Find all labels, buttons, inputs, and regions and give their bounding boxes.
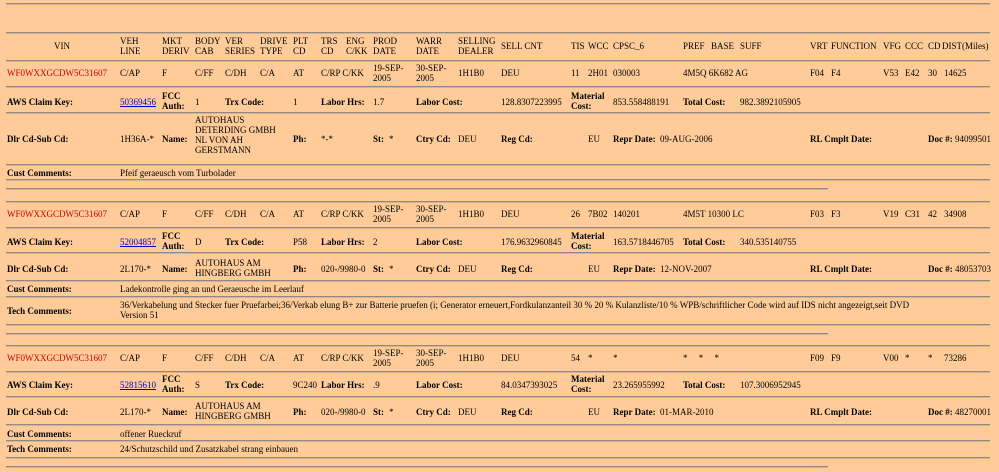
header-selling-dealer: SELLING DEALER [458, 36, 496, 56]
labor-cost-value: 176.9632960845 [501, 237, 562, 247]
claim-key-link[interactable]: 52815610 [120, 380, 156, 390]
cust-comments-value: Ladekontrolle ging an und Geraeusche im Leerlauf [120, 284, 304, 294]
plt-cd-value: AT [293, 209, 304, 219]
header-cd: CD [928, 41, 941, 51]
rl-cmplt-date-label: RL Cmplt Date: [810, 264, 872, 274]
ccc-value: E42 [905, 68, 920, 78]
dlr-cd-label: Dlr Cd-Sub Cd: [7, 407, 69, 417]
dist-value: 34908 [944, 209, 967, 219]
ctry-cd-label: Ctry Cd: [416, 264, 451, 274]
labor-hrs-value: 1.7 [373, 97, 385, 107]
trx-code-value: 1 [293, 97, 298, 107]
ctry-cd-label: Ctry Cd: [416, 407, 451, 417]
dlr-cd-label: Dlr Cd-Sub Cd: [7, 134, 69, 144]
dealer-value: 1H1B0 [458, 353, 485, 363]
total-cost-value: 982.3892105905 [740, 97, 801, 107]
labor-hrs-label: Labor Hrs: [321, 237, 365, 247]
row-divider [6, 179, 990, 181]
total-cost-value: 107.3006952945 [740, 380, 801, 390]
labor-cost-label: Labor Cost: [416, 237, 463, 247]
cust-comments-value: offener Rueckruf [120, 429, 182, 439]
labor-hrs-label: Labor Hrs: [321, 97, 365, 107]
ph-value: *-* [321, 134, 333, 144]
vfg-value: V00 [883, 353, 899, 363]
aws-claim-key-label: AWS Claim Key: [7, 237, 73, 247]
doc-label: Doc #: [928, 264, 953, 274]
total-cost-label: Total Cost: [683, 237, 726, 247]
doc-label: Doc #: [928, 134, 953, 144]
tech-comments-value: 36/Verkabelung und Stecker fuer Pruefarbei;36/Verkab elung B+ zur Batterie pruefen (i; Generator erneuert,Fordkulanzanteil 30 % 20 % Kulanzliste/10 % WPB/schriftlicher Code wird auf IDS nicht angezeigt,seit DVD Version 51 [120, 300, 910, 320]
reg-cd-label: Reg Cd: [501, 264, 533, 274]
st-value: * [389, 407, 394, 417]
wcc-value: 7B02 [588, 209, 608, 219]
fcc-auth-label: FCC Auth: [162, 231, 185, 251]
header-suff: SUFF [740, 41, 762, 51]
ver-series-value: C/DH [225, 353, 247, 363]
vrt-value: F03 [810, 209, 825, 219]
material-cost-label: Material Cost: [571, 374, 605, 394]
header-prod-date: PROD DATE [373, 36, 398, 56]
ph-label: Ph: [293, 134, 307, 144]
cd-value: 42 [928, 209, 937, 219]
row-divider [6, 296, 990, 298]
tech-comments-label: Tech Comments: [7, 306, 72, 316]
pref-base-suff-value: 4M5Q 6K682 AG [683, 68, 749, 78]
ctry-cd-value: DEU [458, 264, 477, 274]
row-divider [6, 457, 990, 459]
ph-value: 020-/9980-0 [321, 407, 366, 417]
dist-value: 73286 [944, 353, 967, 363]
pref-base-suff-value: 4M5T 10300 LC [683, 209, 744, 219]
veh-line-value: C/AP [120, 353, 141, 363]
row-divider [6, 424, 990, 426]
cpsc6-value: * [613, 353, 618, 363]
dlr-cd-label: Dlr Cd-Sub Cd: [7, 264, 69, 274]
dlr-cd-value: 2L170-* [120, 264, 151, 274]
top-divider [6, 3, 990, 5]
doc-label: Doc #: [928, 407, 953, 417]
row-divider [6, 112, 990, 114]
header-ver-series: VER SERIES [225, 36, 256, 56]
labor-cost-value: 128.8307223995 [501, 97, 562, 107]
fcc-auth-label: FCC Auth: [162, 374, 185, 394]
cust-comments-value: Pfeif geraeusch vom Turbolader [120, 168, 236, 178]
header-dist: DIST(Miles) [942, 41, 989, 51]
material-cost-value: 23.265955992 [613, 380, 665, 390]
dealer-name-value: AUTOHAUS DETERDING GMBH NL VON AH GERSTMANN [195, 115, 276, 155]
mkt-deriv-value: F [162, 68, 168, 78]
fcc-auth-value: S [195, 380, 201, 390]
total-cost-value: 340.535140755 [740, 237, 797, 247]
reg-cd-label: Reg Cd: [501, 134, 533, 144]
row-divider [6, 371, 990, 373]
warr-date-value: 30-SEP-2005 [416, 204, 447, 224]
claim-key-link[interactable]: 52004857 [120, 237, 156, 247]
cust-comments-label: Cust Comments: [7, 168, 72, 178]
fcc-auth-value: 1 [195, 97, 200, 107]
reg-cd-value: EU [588, 134, 600, 144]
row-divider [6, 252, 990, 254]
aws-claim-key-label: AWS Claim Key: [7, 97, 73, 107]
trx-code-label: Trx Code: [225, 380, 265, 390]
header-mkt-deriv: MKT DERIV [162, 36, 190, 56]
veh-line-value: C/AP [120, 68, 141, 78]
material-cost-label: Material Cost: [571, 231, 605, 251]
dealer-name-value: AUTOHAUS AM HINGBERG GMBH [195, 401, 271, 421]
st-value: * [389, 134, 394, 144]
header-function: FUNCTION [831, 41, 877, 51]
tech-comments-label: Tech Comments: [7, 444, 72, 454]
vin-value[interactable]: WF0WXXGCDW5C31607 [7, 209, 107, 219]
repr-date-label: Repr Date: [613, 407, 656, 417]
header-vin: VIN [54, 41, 70, 51]
header-vfg: VFG [883, 41, 902, 51]
mkt-deriv-value: F [162, 353, 168, 363]
vrt-value: F09 [810, 353, 825, 363]
plt-cd-value: AT [293, 353, 304, 363]
ccc-value: C31 [905, 209, 921, 219]
labor-cost-label: Labor Cost: [416, 97, 463, 107]
header-vrt: VRT [810, 41, 828, 51]
repr-date-label: Repr Date: [613, 264, 656, 274]
trx-code-label: Trx Code: [225, 237, 265, 247]
sell-cnt-value: DEU [501, 209, 520, 219]
header-ccc: CCC [905, 41, 924, 51]
ph-value: 020-/9980-0 [321, 264, 366, 274]
trs-eng-value: C/RP C/KK [321, 68, 364, 78]
row-divider [6, 345, 990, 347]
cpsc6-value: 030003 [613, 68, 640, 78]
repr-date-value: 12-NOV-2007 [660, 264, 712, 274]
labor-cost-label: Labor Cost: [416, 380, 463, 390]
claim-key-link[interactable]: 50369456 [120, 97, 156, 107]
ctry-cd-label: Ctry Cd: [416, 134, 451, 144]
header-warr-date: WARR DATE [416, 36, 443, 56]
repr-date-value: 09-AUG-2006 [660, 134, 713, 144]
row-divider [6, 324, 990, 326]
header-veh-line: VEH LINE [120, 36, 141, 56]
header-plt-cd: PLT CD [293, 36, 309, 56]
fcc-auth-value: D [195, 237, 202, 247]
header-tis: TIS [571, 41, 585, 51]
row-divider [6, 201, 990, 203]
cd-value: * [928, 353, 933, 363]
row-divider [6, 164, 990, 166]
header-wcc: WCC [588, 41, 609, 51]
warr-date-value: 30-SEP-2005 [416, 348, 447, 368]
rl-cmplt-date-label: RL Cmplt Date: [810, 407, 872, 417]
drive-type-value: C/A [260, 68, 276, 78]
drive-type-value: C/A [260, 353, 276, 363]
st-label: St: [373, 407, 384, 417]
dlr-cd-value: 1H36A-* [120, 134, 154, 144]
plt-cd-value: AT [293, 68, 304, 78]
dealer-value: 1H1B0 [458, 68, 485, 78]
reg-cd-value: EU [588, 264, 600, 274]
trx-code-label: Trx Code: [225, 97, 265, 107]
body-cab-value: C/FF [195, 353, 214, 363]
wcc-value: * [588, 353, 593, 363]
body-cab-value: C/FF [195, 209, 214, 219]
cust-comments-label: Cust Comments: [7, 284, 72, 294]
trs-eng-value: C/RP C/KK [321, 353, 364, 363]
function-value: F4 [831, 68, 841, 78]
mkt-deriv-value: F [162, 209, 168, 219]
veh-line-value: C/AP [120, 209, 141, 219]
vfg-value: V19 [883, 209, 899, 219]
labor-hrs-value: 2 [373, 237, 378, 247]
tis-value: 26 [571, 209, 580, 219]
vfg-value: V53 [883, 68, 899, 78]
record-separator [6, 188, 828, 190]
vin-value[interactable]: WF0WXXGCDW5C31607 [7, 353, 107, 363]
row-divider [6, 280, 990, 282]
ver-series-value: C/DH [225, 209, 247, 219]
warr-date-value: 30-SEP-2005 [416, 63, 447, 83]
doc-value: 94099501 [955, 134, 991, 144]
material-cost-value: 853.558488191 [613, 97, 670, 107]
prod-date-value: 19-SEP-2005 [373, 63, 404, 83]
header-top-divider [6, 32, 990, 34]
header-trs-cd: TRS CD [321, 36, 338, 56]
ctry-cd-value: DEU [458, 134, 477, 144]
tis-value: 54 [571, 353, 580, 363]
wcc-value: 2H01 [588, 68, 608, 78]
dist-value: 14625 [944, 68, 967, 78]
header-eng-ckk: ENG C/KK [346, 36, 368, 56]
header-bottom-divider [6, 60, 990, 62]
header-drive-type: DRIVE TYPE [260, 36, 288, 56]
cpsc6-value: 140201 [613, 209, 640, 219]
total-cost-label: Total Cost: [683, 380, 726, 390]
tech-comments-value: 24/Schutzschild und Zusatzkabel strang einbauen [120, 444, 298, 454]
record-separator [6, 333, 828, 335]
ccc-value: * [905, 353, 910, 363]
header-base: BASE [711, 41, 735, 51]
st-label: St: [373, 264, 384, 274]
st-value: * [389, 264, 394, 274]
ph-label: Ph: [293, 264, 307, 274]
tis-value: 11 [571, 68, 580, 78]
prod-date-value: 19-SEP-2005 [373, 348, 404, 368]
pref-base-suff-value: * * * [683, 353, 719, 363]
fcc-auth-label: FCC Auth: [162, 91, 185, 111]
trs-eng-value: C/RP C/KK [321, 209, 364, 219]
doc-value: 48053703 [955, 264, 991, 274]
ver-series-value: C/DH [225, 68, 247, 78]
repr-date-label: Repr Date: [613, 134, 656, 144]
cust-comments-label: Cust Comments: [7, 429, 72, 439]
vin-value[interactable]: WF0WXXGCDW5C31607 [7, 68, 107, 78]
labor-hrs-value: .9 [373, 380, 380, 390]
function-value: F3 [831, 209, 841, 219]
repr-date-value: 01-MAR-2010 [660, 407, 714, 417]
reg-cd-value: EU [588, 407, 600, 417]
sell-cnt-value: DEU [501, 68, 520, 78]
aws-claim-key-label: AWS Claim Key: [7, 380, 73, 390]
ctry-cd-value: DEU [458, 407, 477, 417]
name-label: Name: [162, 134, 188, 144]
total-cost-label: Total Cost: [683, 97, 726, 107]
header-cpsc6: CPSC_6 [613, 41, 645, 51]
sell-cnt-value: DEU [501, 353, 520, 363]
row-divider [6, 440, 990, 442]
header-body-cab: BODY CAB [195, 36, 221, 56]
row-divider [6, 86, 990, 88]
labor-hrs-label: Labor Hrs: [321, 380, 365, 390]
header-pref: PREF [683, 41, 705, 51]
trx-code-value: 9C240 [293, 380, 318, 390]
trx-code-value: P58 [293, 237, 308, 247]
record-separator [6, 466, 828, 468]
dealer-name-value: AUTOHAUS AM HINGBERG GMBH [195, 258, 271, 278]
st-label: St: [373, 134, 384, 144]
labor-cost-value: 84.0347393025 [501, 380, 558, 390]
rl-cmplt-date-label: RL Cmplt Date: [810, 134, 872, 144]
doc-value: 48270001 [955, 407, 991, 417]
dlr-cd-value: 2L170-* [120, 407, 151, 417]
row-divider [6, 396, 990, 398]
vrt-value: F04 [810, 68, 825, 78]
ph-label: Ph: [293, 407, 307, 417]
function-value: F9 [831, 353, 841, 363]
name-label: Name: [162, 264, 188, 274]
body-cab-value: C/FF [195, 68, 214, 78]
dealer-value: 1H1B0 [458, 209, 485, 219]
reg-cd-label: Reg Cd: [501, 407, 533, 417]
prod-date-value: 19-SEP-2005 [373, 204, 404, 224]
header-sell-cnt: SELL CNT [501, 41, 543, 51]
cd-value: 30 [928, 68, 937, 78]
row-divider [6, 227, 990, 229]
material-cost-label: Material Cost: [571, 91, 605, 111]
name-label: Name: [162, 407, 188, 417]
drive-type-value: C/A [260, 209, 276, 219]
material-cost-value: 163.5718446705 [613, 237, 674, 247]
